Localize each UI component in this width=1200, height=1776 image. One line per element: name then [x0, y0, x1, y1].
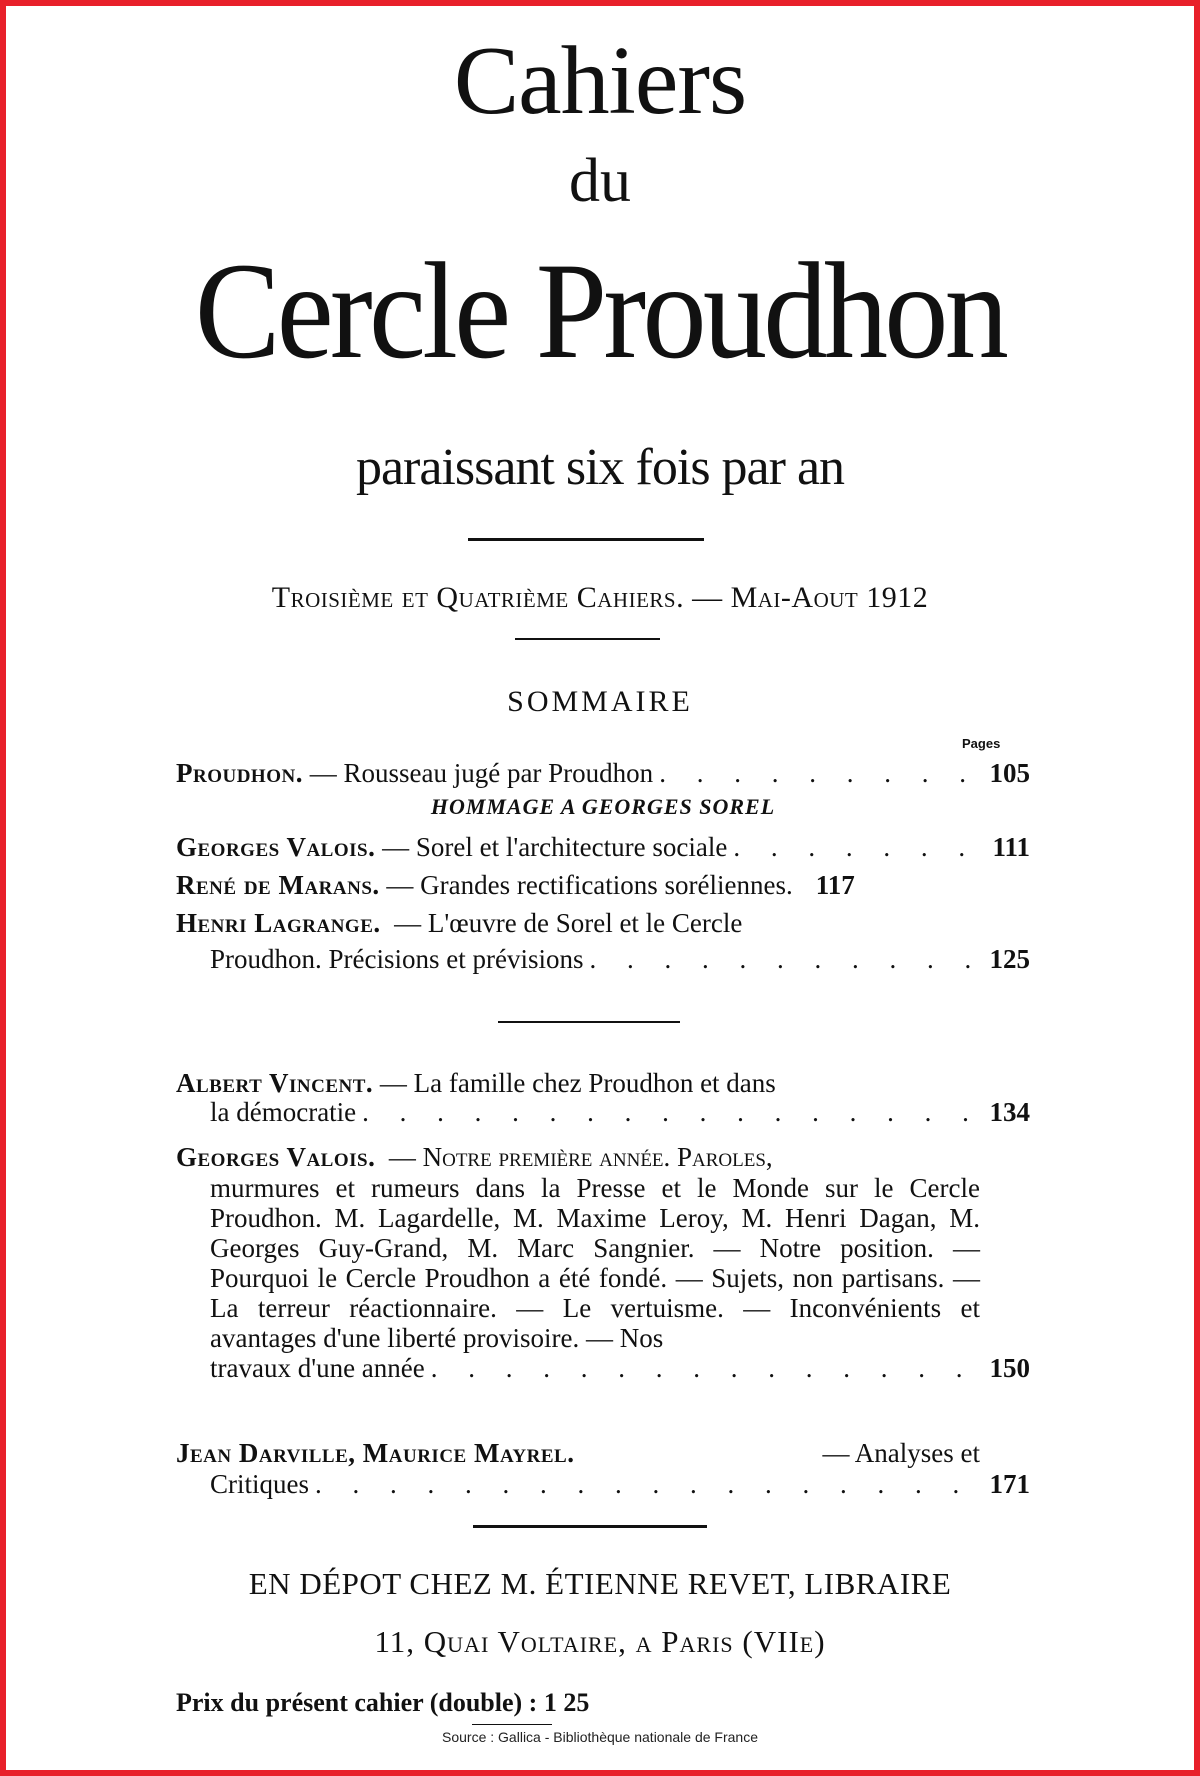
depot-line: EN DÉPOT CHEZ M. ÉTIENNE REVET, LIBRAIRE	[248, 1566, 952, 1601]
divider-rule	[468, 538, 704, 541]
price-line: Prix du présent cahier (double) : 1 25	[176, 1688, 590, 1717]
toc-page-number: 134	[989, 1097, 1030, 1127]
sommaire-heading: SOMMAIRE	[507, 685, 693, 718]
divider-rule	[498, 1021, 680, 1023]
document-page	[6, 6, 1194, 1770]
toc-page-number: 117	[815, 870, 855, 900]
divider-rule	[473, 1525, 707, 1528]
dot-leader	[733, 832, 974, 863]
toc-entry	[176, 908, 1030, 975]
toc-entry	[176, 758, 1030, 789]
toc-title: — Notre première année. Paroles,	[388, 1142, 773, 1172]
toc-title: — Rousseau jugé par Proudhon	[309, 758, 654, 788]
section-heading-hommage: HOMMAGE A GEORGES SOREL	[430, 794, 776, 819]
masthead-cercle-proudhon: Cercle Proudhon	[194, 234, 1006, 387]
toc-entry	[176, 832, 1030, 863]
toc-page-number: 171	[989, 1469, 1030, 1499]
toc-author: Georges Valois.	[176, 1142, 376, 1172]
dot-leader	[659, 758, 974, 789]
toc-title: — La famille chez Proudhon et dans	[379, 1068, 776, 1098]
masthead-subtitle: paraissant six fois par an	[355, 439, 845, 496]
toc-title: — Grandes rectifications soréliennes.	[386, 870, 793, 900]
toc-page-number: 125	[989, 944, 1030, 974]
address-line: 11, Quai Voltaire, a Paris (VIIe)	[374, 1624, 826, 1659]
toc-author: Proudhon.	[176, 758, 303, 788]
toc-page-number: 150	[989, 1353, 1030, 1383]
toc-page-number: 111	[992, 832, 1030, 862]
masthead-du: du	[569, 147, 631, 215]
source-credit: Source : Gallica - Bibliothèque nationale de France	[442, 1729, 758, 1745]
source-rule	[472, 1724, 552, 1725]
toc-entry	[176, 1068, 1030, 1128]
toc-author: Jean Darville, Maurice Mayrel.	[176, 1438, 575, 1468]
toc-author: Henri Lagrange.	[176, 908, 381, 938]
toc-title-continued: Critiques	[210, 1469, 309, 1499]
toc-title-continued: travaux d'une année	[210, 1353, 425, 1383]
toc-author: René de Marans.	[176, 870, 380, 900]
dot-leader	[431, 1353, 974, 1384]
toc-title: — Sorel et l'architecture sociale	[382, 832, 728, 862]
dot-leader	[589, 944, 974, 975]
toc-page-number: 105	[989, 758, 1030, 788]
dot-leader	[315, 1469, 974, 1500]
toc-author: Albert Vincent.	[176, 1068, 374, 1098]
toc-entry	[176, 1142, 1030, 1384]
toc-author: Georges Valois.	[176, 832, 376, 862]
toc-title: — L'œuvre de Sorel et le Cercle	[394, 908, 743, 938]
masthead-cahiers: Cahiers	[453, 27, 747, 135]
toc-title-continued: la démocratie	[210, 1097, 357, 1127]
toc-title-continued: Proudhon. Précisions et prévisions	[210, 944, 584, 974]
issue-line: Troisième et Quatrième Cahiers. — Mai-Aout 1912	[271, 581, 929, 614]
pages-column-label: Pages	[962, 736, 1001, 751]
toc-title-body: murmures et rumeurs dans la Presse et le Monde sur le Cercle Proudhon. M. Lagardelle, M. Maxime Leroy, M. Henri Dagan, M. Georges Guy-Grand, M. Marc Sangnier. — Notre position. — Pourquoi le Cercle Proudhon a été fondé. — Sujets, non partisans. — La terreur réactionnaire. — Le vertuisme. — Inconvénients et avantages d'une liberté provisoire. — Nos	[210, 1173, 980, 1353]
toc-entry	[176, 1438, 1030, 1500]
divider-rule	[515, 638, 660, 640]
toc-title: — Analyses et	[822, 1438, 980, 1468]
dot-leader	[362, 1097, 974, 1128]
toc-entry	[176, 870, 1030, 901]
